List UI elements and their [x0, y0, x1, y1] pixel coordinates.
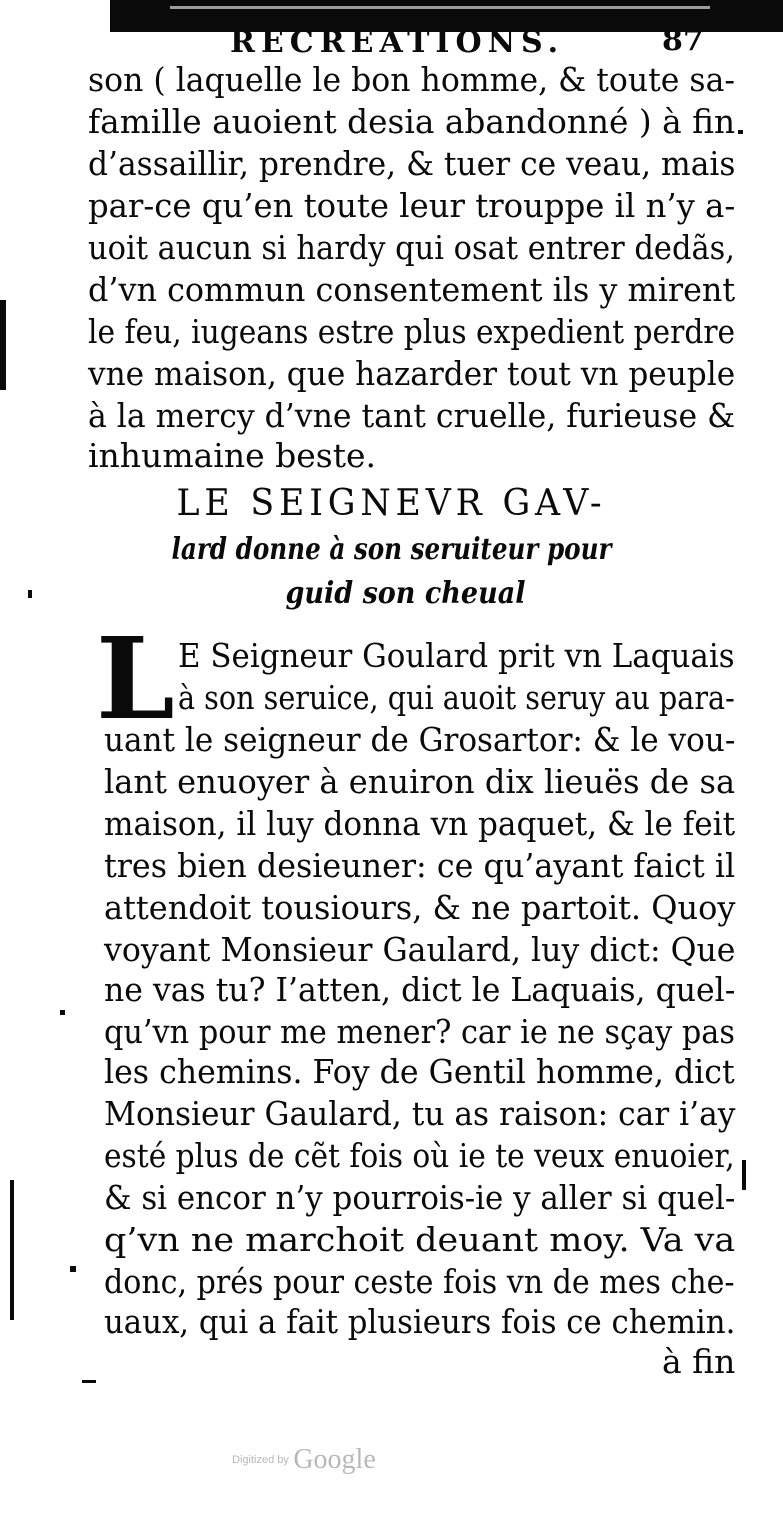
page-number: 87 [662, 23, 704, 58]
text-line: famille auoient desia abandonné ) à fin [88, 102, 736, 141]
scan-speck [28, 590, 32, 598]
digitized-watermark [232, 1444, 376, 1476]
text-line: uant le seigneur de Grosartor: & le vou- [104, 720, 736, 759]
drop-cap: L [96, 614, 175, 745]
heading-title: LE SEIGNEVR GAV- [176, 483, 607, 524]
text-line: donc, prés pour ceste fois vn de mes che- [104, 1262, 735, 1301]
scan-speck [82, 1380, 96, 1383]
text-line: tres bien desieuner: ce qu’ayant faict il [104, 846, 736, 885]
text-line: qu’vn pour me mener? car ie ne sçay pas [104, 1012, 735, 1051]
scan-speck [738, 130, 743, 134]
text-line: vne maison, que hazarder tout vn peuple [88, 354, 736, 393]
scan-speck [60, 1010, 65, 1015]
watermark-logo-text: Google [293, 1444, 376, 1475]
text-line: attendoit tousiours, & ne partoit. Quoy [104, 888, 736, 927]
watermark-small-text: Digitized by [232, 1454, 289, 1466]
running-head: RECREATIONS. [230, 25, 565, 60]
text-line: q’vn ne marchoit deuant moy. Va va [104, 1220, 736, 1259]
text-line: Monsieur Gaulard, tu as raison: car i’ay [104, 1094, 736, 1133]
text-line: & si encor n’y pourrois-ie y aller si quel- [104, 1178, 736, 1217]
scan-speck [70, 1266, 76, 1272]
text-line: inhumaine beste. [88, 436, 376, 475]
text-line: ne vas tu? I’atten, dict le Laquais, quel- [104, 970, 736, 1009]
text-line: à son seruice, qui auoit seruy au para- [178, 678, 735, 717]
text-line: uaux, qui a fait plusieurs fois ce chemin. [104, 1302, 736, 1341]
text-line: uoit aucun si hardy qui osat entrer dedãs, [88, 228, 735, 267]
text-line: E Seigneur Goulard prit vn Laquais [178, 636, 735, 675]
text-line: lant enuoyer à enuiron dix lieuës de sa [104, 762, 736, 801]
text-line: voyant Monsieur Gaulard, luy dict: Que [104, 930, 736, 969]
scan-margin-mark [0, 300, 6, 390]
text-line: par-ce qu’en toute leur trouppe il n’y a- [88, 186, 736, 225]
text-line: les chemins. Foy de Gentil homme, dict [104, 1052, 735, 1091]
heading-subtitle-line-2: guid son cheual [285, 576, 526, 611]
heading-subtitle-line-1: lard donne à son seruiteur pour [171, 532, 612, 567]
text-line: d’assaillir, prendre, & tuer ce veau, mais [88, 144, 736, 183]
text-line: d’vn commun consentement ils y mirent [88, 270, 736, 309]
scan-margin-mark [10, 1180, 14, 1320]
text-line: son ( laquelle le bon homme, & toute sa- [88, 60, 735, 99]
text-line: esté plus de cẽt fois où ie te veux enuoier, [104, 1136, 735, 1175]
text-line: à la mercy d’vne tant cruelle, furieuse & [88, 396, 736, 435]
scan-speck [742, 1160, 746, 1190]
catchword: à fin [662, 1342, 736, 1381]
text-line: le feu, iugeans estre plus expedient perdre [88, 312, 736, 351]
text-line: maison, il luy donna vn paquet, & le feit [104, 804, 736, 843]
